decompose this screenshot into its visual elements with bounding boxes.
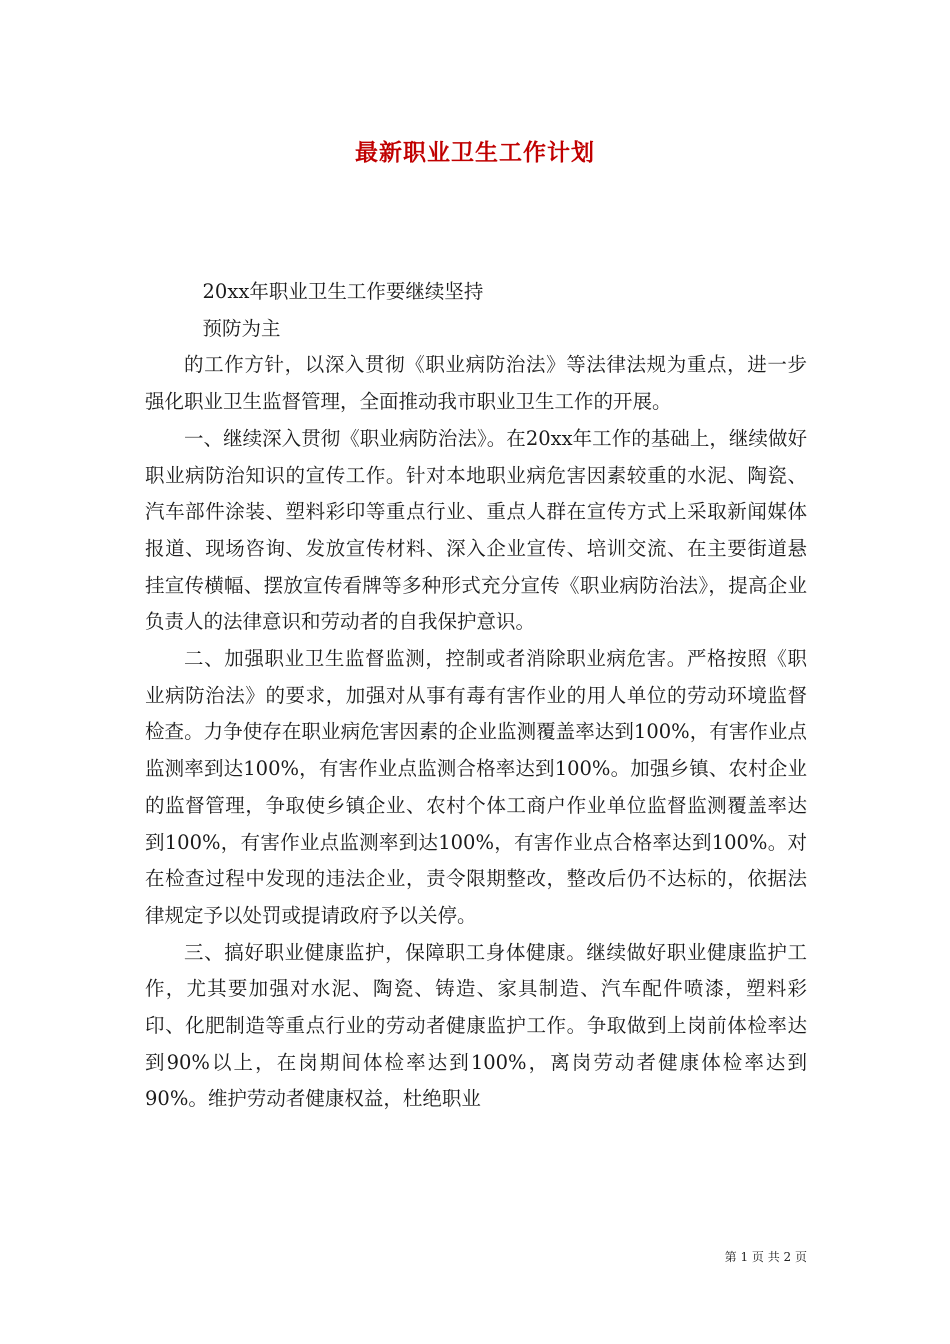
paragraph-intro-line-1: 20xx年职业卫生工作要继续坚持 (202, 280, 484, 303)
paragraph-section-3: 三、搞好职业健康监护，保障职工身体健康。继续做好职业健康监护工作，尤其要加强对水泥、陶瓷、铸造、家具制造、汽车配件喷漆，塑料彩印、化肥制造等重点行业的劳动者健康监护工作。争取做到上岗前体检率达到90%以上，在岗期间体检率达到100%，离岗劳动者健康体检率达到90%。维护劳动者健康权益，杜绝职业 (145, 940, 807, 1111)
document-body (145, 274, 807, 1118)
paragraph-intro-line-3: 的工作方针，以深入贯彻《职业病防治法》等法律法规为重点，进一步强化职业卫生监督管理，全面推动我市职业卫生工作的开展。 (145, 353, 807, 414)
page-number-footer: 第 1 页 共 2 页 (724, 1250, 807, 1264)
paragraph-section-2: 二、加强职业卫生监督监测，控制或者消除职业病危害。严格按照《职业病防治法》的要求，加强对从事有毒有害作业的用人单位的劳动环境监督检查。力争使存在职业病危害因素的企业监测覆盖率达到100%，有害作业点监测率到达100%，有害作业点监测合格率达到100%。加强乡镇、农村企业的监督管理，争取使乡镇企业、农村个体工商户作业单位监督监测覆盖率达到100%，有害作业点监测率到达100%，有害作业点合格率达到100%。对在检查过程中发现的违法企业，责令限期整改，整改后仍不达标的，依据法律规定予以处罚或提请政府予以关停。 (145, 647, 807, 927)
paragraph-section-1: 一、继续深入贯彻《职业病防治法》。在20xx年工作的基础上，继续做好职业病防治知识的宣传工作。针对本地职业病危害因素较重的水泥、陶瓷、汽车部件涂装、塑料彩印等重点行业、重点人群在宣传方式上采取新闻媒体报道、现场咨询、发放宣传材料、深入企业宣传、培训交流、在主要街道悬挂宣传横幅、摆放宣传看牌等多种形式充分宣传《职业病防治法》，提高企业负责人的法律意识和劳动者的自我保护意识。 (145, 426, 807, 634)
document-title: 最新职业卫生工作计划 (355, 140, 595, 166)
paragraph-intro-line-2: 预防为主 (202, 316, 281, 340)
